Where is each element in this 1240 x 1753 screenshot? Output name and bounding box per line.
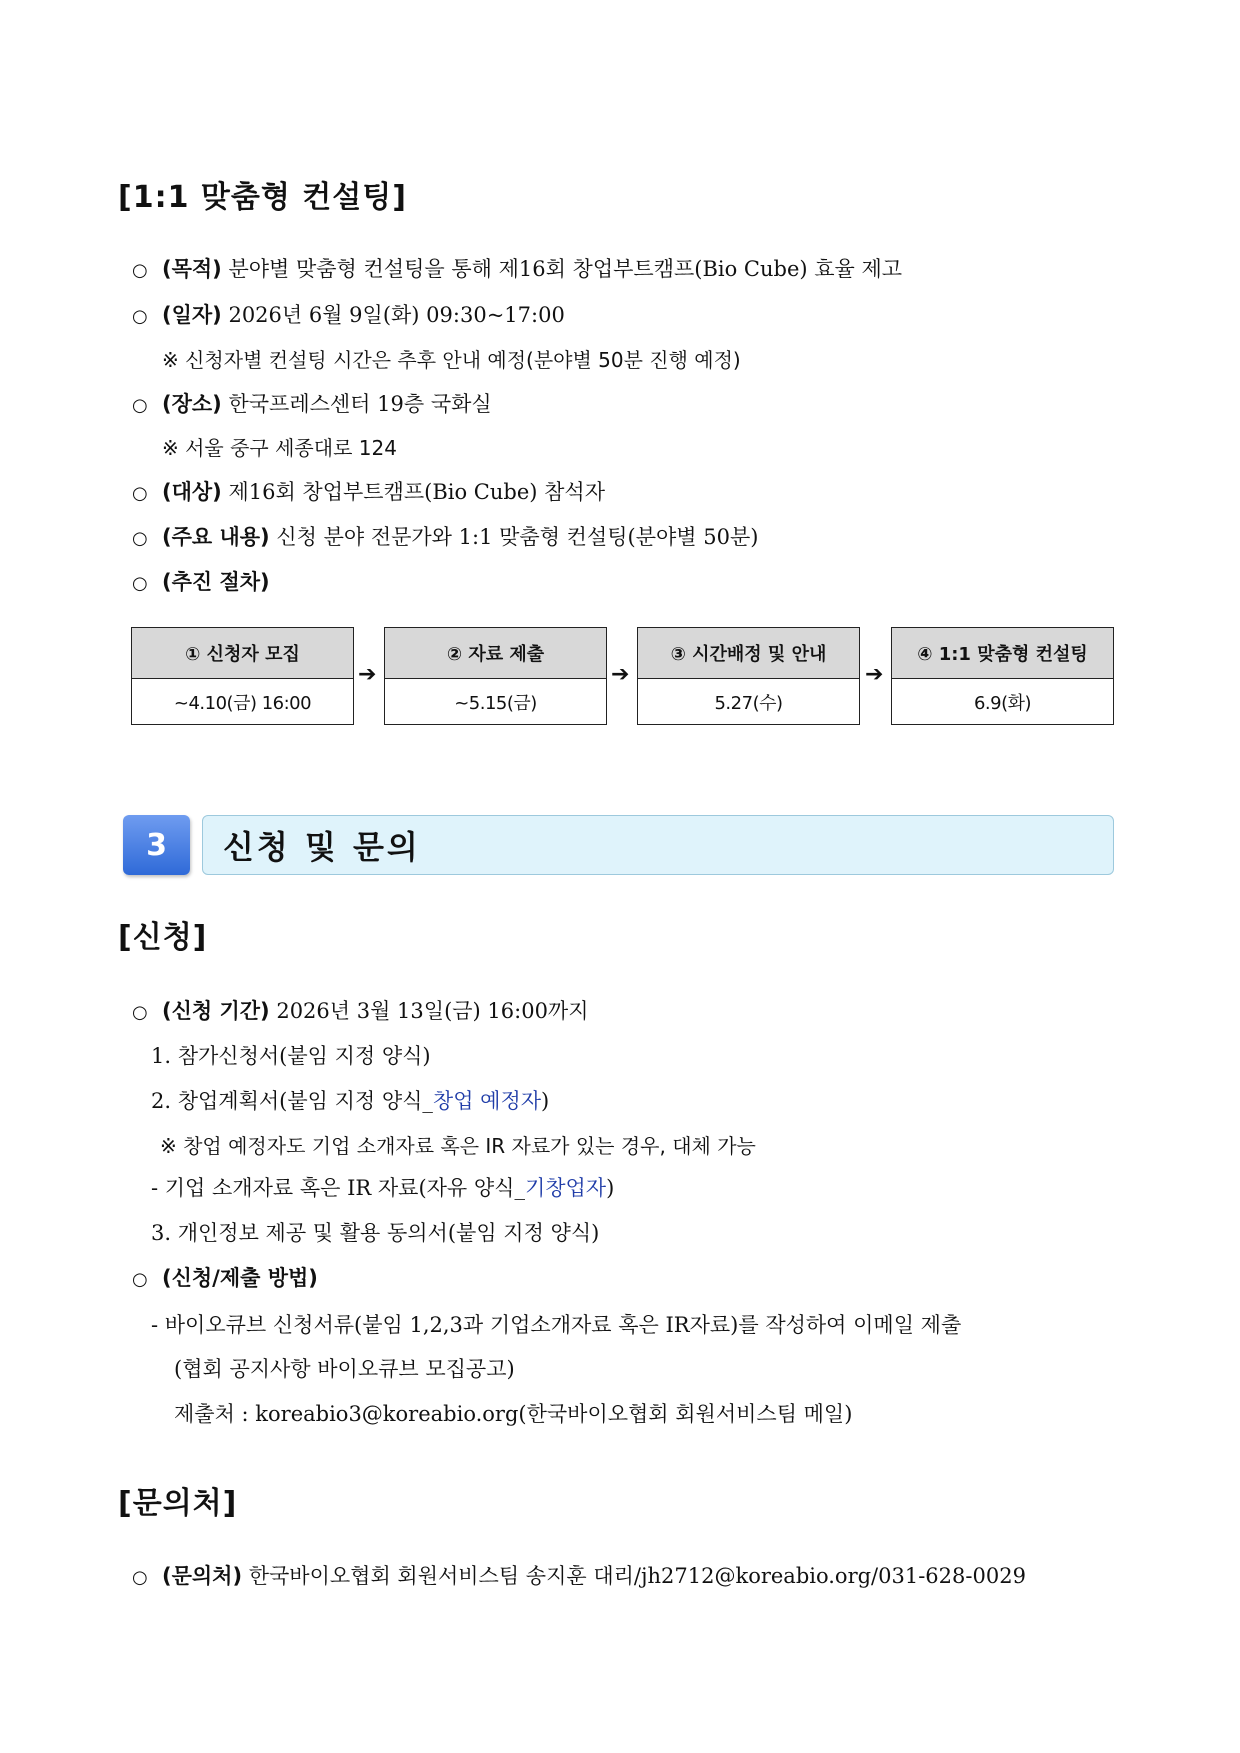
method-line-2: (협회 공지사항 바이오큐브 모집공고) bbox=[174, 1357, 515, 1381]
item2-suffix: ) bbox=[541, 1089, 550, 1113]
process-step-4 bbox=[891, 627, 1114, 725]
date-line bbox=[132, 299, 565, 329]
apply-heading: [신청] bbox=[118, 920, 208, 955]
content-text: 신청 분야 전문가와 1:1 맞춤형 컨설팅(분야별 50분) bbox=[269, 525, 759, 549]
date-label: (일자) bbox=[162, 303, 222, 327]
item2b-suffix: ) bbox=[606, 1176, 615, 1200]
bullet-icon: ○ bbox=[132, 573, 148, 594]
item2b-prefix: - 기업 소개자료 혹은 IR 자료(자유 양식_ bbox=[151, 1176, 525, 1200]
arrow-right-icon: ➔ bbox=[865, 662, 884, 687]
bullet-icon: ○ bbox=[132, 483, 148, 504]
bullet-icon: ○ bbox=[132, 1567, 148, 1588]
section-number: 3 bbox=[123, 815, 190, 875]
method-line-3: 제출처 : koreabio3@koreabio.org(한국바이오협회 회원서비스팀 메일) bbox=[174, 1402, 853, 1426]
step-title: ① 신청자 모집 bbox=[132, 628, 353, 679]
step-date: 6.9(화) bbox=[973, 693, 1032, 714]
target-text: 제16회 창업부트캠프(Bio Cube) 참석자 bbox=[221, 480, 605, 504]
method-line-1: - 바이오큐브 신청서류(붙임 1,2,3과 기업소개자료 혹은 IR자료)를 작성하여 이메일 제출 bbox=[151, 1313, 962, 1337]
period-text: 2026년 3월 13일(금) 16:00까지 bbox=[269, 999, 589, 1023]
bullet-icon: ○ bbox=[132, 1002, 148, 1023]
date-text: 2026년 6월 9일(화) 09:30~17:00 bbox=[221, 303, 565, 327]
process-step-2 bbox=[384, 627, 607, 725]
apply-item-1: 1. 참가신청서(붙임 지정 양식) bbox=[151, 1044, 431, 1068]
item2-note: ※ 창업 예정자도 기업 소개자료 혹은 IR 자료가 있는 경우, 대체 가능 bbox=[160, 1134, 756, 1158]
bullet-icon: ○ bbox=[132, 395, 148, 416]
process-step-3 bbox=[637, 627, 860, 725]
bullet-icon: ○ bbox=[132, 260, 148, 281]
process-step-1 bbox=[131, 627, 354, 725]
item2-prefix: 2. 창업계획서(붙임 지정 양식_ bbox=[151, 1089, 433, 1113]
place-note: ※ 서울 중구 세종대로 124 bbox=[162, 436, 397, 460]
item2b-highlight: 기창업자 bbox=[524, 1176, 607, 1200]
contact-line bbox=[132, 1560, 1026, 1590]
purpose-line bbox=[132, 253, 902, 283]
content-label: (주요 내용) bbox=[162, 525, 270, 549]
step-title: ④ 1:1 맞춤형 컨설팅 bbox=[892, 628, 1113, 679]
section-title bbox=[202, 815, 1114, 875]
place-label: (장소) bbox=[162, 392, 222, 416]
step-date: 5.27(수) bbox=[714, 693, 783, 714]
target-label: (대상) bbox=[162, 480, 222, 504]
method-label: (신청/제출 방법) bbox=[162, 1266, 318, 1290]
place-line bbox=[132, 388, 492, 418]
purpose-text: 분야별 맞춤형 컨설팅을 통해 제16회 창업부트캠프(Bio Cube) 효율 제고 bbox=[221, 257, 903, 281]
procedure-label: (추진 절차) bbox=[162, 570, 270, 594]
apply-item-2b bbox=[151, 1172, 614, 1202]
item2-highlight: 창업 예정자 bbox=[432, 1089, 542, 1113]
period-label: (신청 기간) bbox=[162, 999, 270, 1023]
contact-text: 한국바이오협회 회원서비스팀 송지훈 대리/jh2712@koreabio.org/031-628-0029 bbox=[242, 1564, 1026, 1588]
arrow-right-icon: ➔ bbox=[611, 662, 630, 687]
bullet-icon: ○ bbox=[132, 306, 148, 327]
step-date: ~5.15(금) bbox=[454, 693, 537, 714]
purpose-label: (목적) bbox=[162, 257, 222, 281]
period-line bbox=[132, 995, 589, 1025]
arrow-right-icon: ➔ bbox=[358, 662, 377, 687]
content-line bbox=[132, 521, 758, 551]
step-title: ② 자료 제출 bbox=[385, 628, 606, 679]
bullet-icon: ○ bbox=[132, 1269, 148, 1290]
section-title-text: 신청 및 문의 bbox=[223, 828, 421, 866]
method-line bbox=[132, 1262, 318, 1292]
contact-label: (문의처) bbox=[162, 1564, 243, 1588]
date-note: ※ 신청자별 컨설팅 시간은 추후 안내 예정(분야별 50분 진행 예정) bbox=[162, 348, 741, 372]
consulting-heading: [1:1 맞춤형 컨설팅] bbox=[118, 180, 407, 215]
bullet-icon: ○ bbox=[132, 528, 148, 549]
apply-item-3: 3. 개인정보 제공 및 활용 동의서(붙임 지정 양식) bbox=[151, 1221, 600, 1245]
contact-heading: [문의처] bbox=[118, 1486, 238, 1521]
target-line bbox=[132, 476, 605, 506]
step-title: ③ 시간배정 및 안내 bbox=[638, 628, 859, 679]
step-date: ~4.10(금) 16:00 bbox=[173, 693, 312, 714]
apply-item-2 bbox=[151, 1085, 549, 1115]
procedure-line bbox=[132, 566, 270, 596]
place-text: 한국프레스센터 19층 국화실 bbox=[221, 392, 492, 416]
